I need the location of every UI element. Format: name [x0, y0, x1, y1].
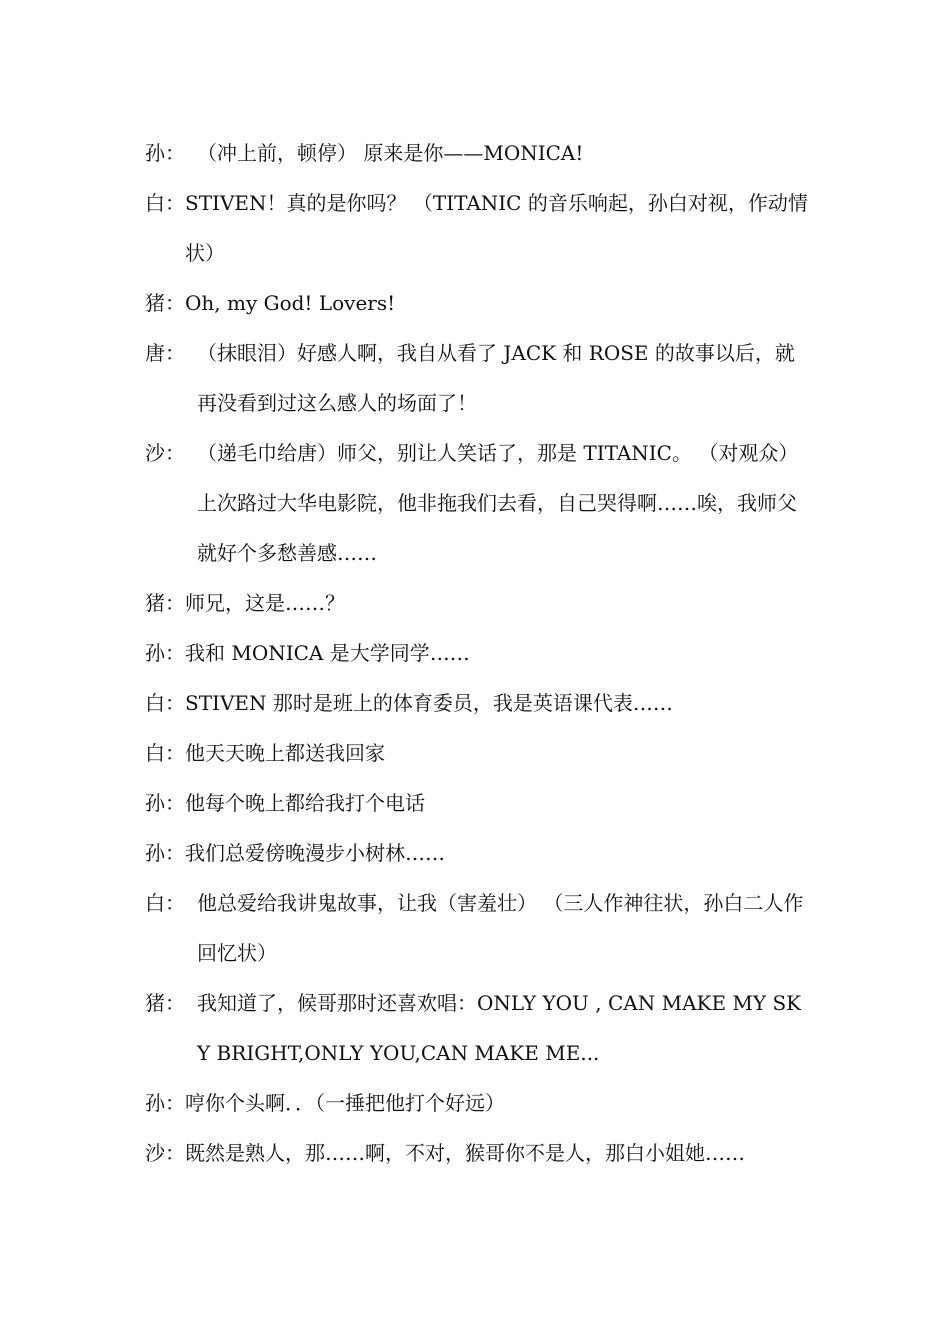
dialogue-line — [145, 678, 810, 728]
speech-text: 我和 MONICA 是大学同学…… — [185, 641, 470, 665]
dialogue-line — [145, 778, 810, 828]
speaker-label: 白： — [145, 741, 185, 765]
speech-text: 他总爱给我讲鬼故事，让我（害羞壮） （三人作神往状，孙白二人作回忆状） — [197, 891, 804, 965]
speaker-label: 白： — [145, 691, 185, 715]
speech-text: （抹眼泪）好感人啊，我自从看了 JACK 和 ROSE 的故事以后，就再没看到过这么感人的场面了！ — [197, 341, 795, 415]
speaker-label: 猪： — [145, 591, 185, 615]
speech-text: 他每个晚上都给我打个电话 — [185, 791, 425, 815]
speech-text: 师兄，这是……？ — [185, 591, 345, 615]
speaker-label: 白： — [145, 191, 185, 215]
speaker-label: 孙： — [145, 1091, 185, 1115]
speaker-label: 猪： — [145, 291, 185, 315]
speech-text: 我知道了，候哥那时还喜欢唱：ONLY YOU , CAN MAKE MY SKY BRIGHT,ONLY YOU,CAN MAKE ME... — [197, 991, 802, 1065]
speech-text: STIVEN！真的是你吗？ （TITANIC 的音乐响起，孙白对视，作动情状） — [185, 191, 808, 265]
dialogue-line — [145, 328, 810, 428]
dialogue-line — [145, 628, 810, 678]
speaker-label: 孙： — [145, 141, 185, 165]
speech-text: Oh, my God! Lovers! — [185, 291, 396, 315]
dialogue-line — [145, 178, 810, 278]
speaker-label: 沙： — [145, 441, 185, 465]
speaker-label: 沙： — [145, 1141, 185, 1165]
script-dialogue — [145, 128, 810, 1178]
speaker-label: 白： — [145, 891, 185, 915]
dialogue-line — [145, 278, 810, 328]
speech-text: 既然是熟人，那……啊，不对，猴哥你不是人，那白小姐她…… — [185, 1141, 745, 1165]
speech-text: STIVEN 那时是班上的体育委员，我是英语课代表…… — [185, 691, 673, 715]
speech-text: 哼你个头啊．．（一捶把他打个好远） — [185, 1091, 505, 1115]
speaker-label: 孙： — [145, 841, 185, 865]
dialogue-line — [145, 128, 810, 178]
dialogue-line — [145, 1128, 810, 1178]
speaker-label: 唐： — [145, 341, 185, 365]
dialogue-line — [145, 978, 810, 1078]
speaker-label: 猪： — [145, 991, 185, 1015]
dialogue-line — [145, 428, 810, 578]
dialogue-line — [145, 878, 810, 978]
dialogue-line — [145, 578, 810, 628]
speech-text: （冲上前，顿停） 原来是你——MONICA! — [197, 141, 584, 165]
speech-text: （递毛巾给唐）师父，别让人笑话了，那是 TITANIC。 （对观众） 上次路过大华电影院，他非拖我们去看，自己哭得啊……唉，我师父就好个多愁善感…… — [197, 441, 799, 565]
dialogue-line — [145, 1078, 810, 1128]
speaker-label: 孙： — [145, 791, 185, 815]
dialogue-line — [145, 828, 810, 878]
speech-text: 他天天晚上都送我回家 — [185, 741, 385, 765]
speech-text: 我们总爱傍晚漫步小树林…… — [185, 841, 445, 865]
dialogue-line — [145, 728, 810, 778]
speaker-label: 孙： — [145, 641, 185, 665]
